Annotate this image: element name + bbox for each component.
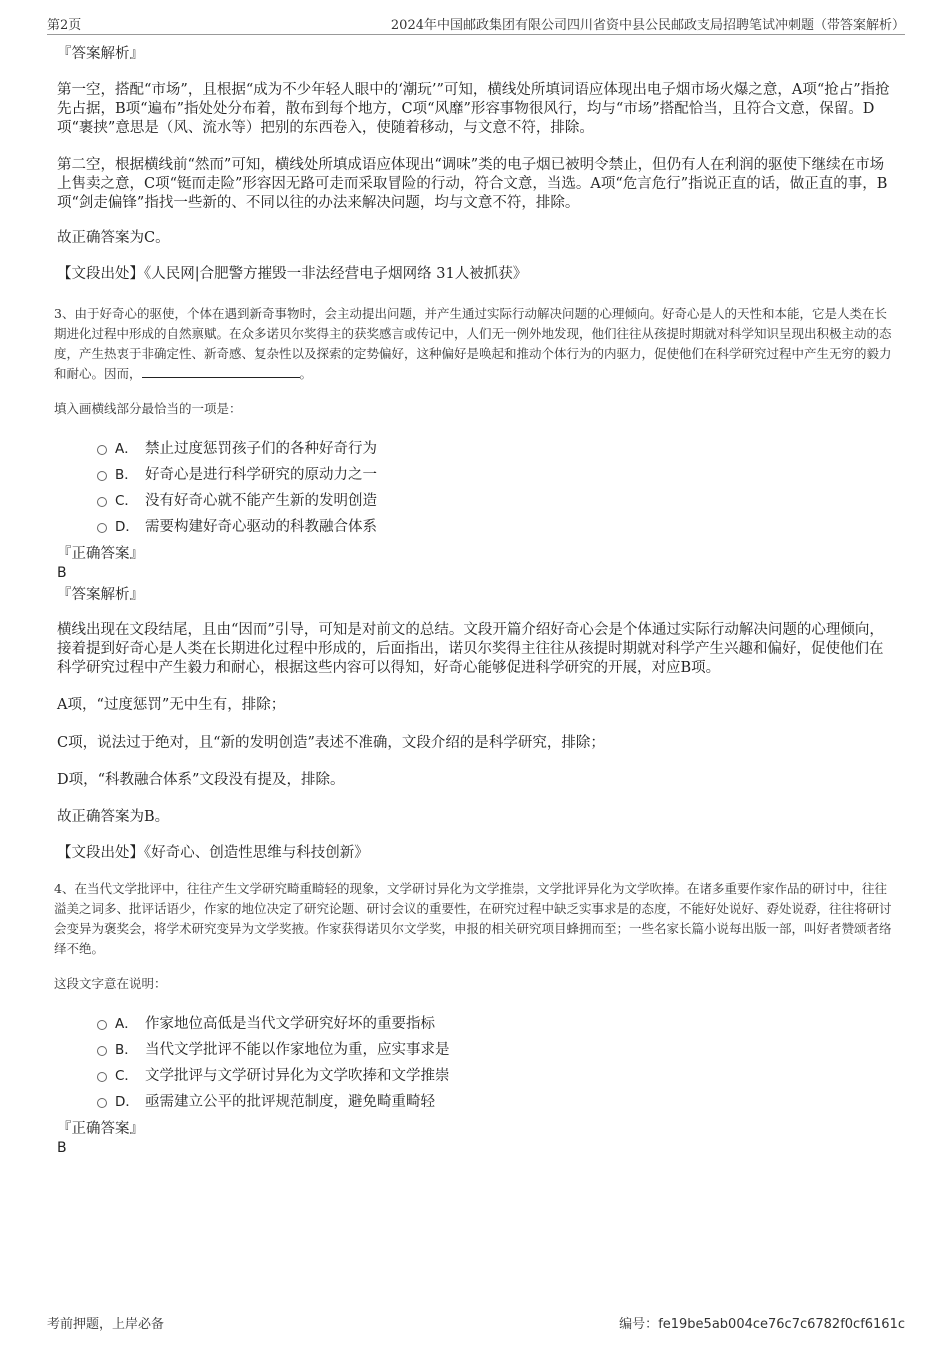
q3-stem-text: 3、由于好奇心的驱使，个体在遇到新奇事物时，会主动提出问题，并产生通过实际行动解决问题的心理倾向。好奇心是人的天性和本能，它是人类在长期进化过程中形成的自然禀赋。在众多诺贝尔奖得主的获奖感言或传记中，人们无一例外地发现，他们往往从孩提时期就对科学知识呈现出积极主动的态度，产生热衷于非确定性、新奇感、复杂性以及探索的定势偏好，这种偏好是唤起和推动个体行为的内驱力，促使他们在科学研究过程中产生无穷的毅力和耐心。因而， [54,306,892,381]
radio-button[interactable] [97,471,107,481]
radio-button[interactable] [97,523,107,533]
q3-analysis-label: 『答案解析』 [57,587,144,603]
q2-analysis-para-2: 第二空，根据横线前“然而”可知，横线处所填成语应体现出“调味”类的电子烟已被明令禁止，但仍有人在利润的驱使下继续在市场上售卖之意，C项“铤而走险”形容因无路可走而采取冒险的行动，符合文意，当选。A项“危言危行”指说正直的话，做正直的事，B项“剑走偏锋”指找一些新的、不同以往的办法来解决问题，均与文意不符，排除。 [57,157,888,211]
page-content [54,44,895,1160]
q3-source: 【文段出处】《好奇心、创造性思维与科技创新》 [57,845,369,861]
q3-option-a[interactable] [57,436,895,462]
option-letter: D． [115,1094,139,1110]
option-text: 作家地位高低是当代文学研究好坏的重要指标 [145,1016,435,1032]
q3-options [57,436,895,540]
q3-analysis-para-1: 横线出现在文段结尾，且由“因而”引导，可知是对前文的总结。文段开篇介绍好奇心会是个体通过实际行动解决问题的心理倾向，接着提到好奇心是人类在长期进化过程中形成的，后面指出，诺贝尔奖得主往往从孩提时期就对科学产生兴趣和偏好，促使他们在科学研究过程中产生毅力和耐心，根据这些内容可以得知，好奇心能够促进科学研究的开展，对应B项。 [57,622,884,676]
radio-button[interactable] [97,1020,107,1030]
option-text: 没有好奇心就不能产生新的发明创造 [145,493,377,509]
page-header [47,14,905,35]
footer-slogan: 考前押题，上岸必备 [47,1317,165,1332]
q4-stem: 4、在当代文学批评中，往往产生文学研究畸重畸轻的现象，文学研讨异化为文学推崇，文学批评异化为文学吹捧。在诸多重要作家作品的研讨中，往往溢美之词多、批评话语少，作家的地位决定了研究论题、研讨会议的重要性，在研究过程中缺乏实事求是的态度，不能好处说好、孬处说孬，往往将研讨会变异为褒奖会，将学术研究变异为文学奖掖。作家获得诺贝尔文学奖，申报的相关研究项目蜂拥而至；一些名家长篇小说每出版一部，叫好者赞颂者络绎不绝。 [54,881,892,956]
option-letter: B． [115,1042,138,1058]
radio-button[interactable] [97,1072,107,1082]
radio-button[interactable] [97,1046,107,1056]
q2-conclusion: 故正确答案为C。 [57,230,170,246]
q3-correct-label: 『正确答案』 [57,546,144,562]
page-number: 第2页 [47,18,82,33]
option-text: 亟需建立公平的批评规范制度，避免畸重畸轻 [145,1094,435,1110]
q3-answer-blank [142,364,300,378]
q4-options [57,1011,895,1115]
option-text: 文学批评与文学研讨异化为文学吹捧和文学推崇 [145,1068,450,1084]
q3-option-d[interactable] [57,514,895,540]
page-footer [47,1313,905,1331]
option-text: 当代文学批评不能以作家地位为重，应实事求是 [145,1042,450,1058]
q3-option-c[interactable] [57,488,895,514]
q3-option-b[interactable] [57,462,895,488]
radio-button[interactable] [97,1098,107,1108]
q4-option-a[interactable] [57,1011,895,1037]
q4-prompt: 这段文字意在说明： [54,976,167,991]
option-letter: A． [115,441,138,457]
option-text: 需要构建好奇心驱动的科教融合体系 [145,519,377,535]
option-letter: B． [115,467,138,483]
q4-option-b[interactable] [57,1037,895,1063]
q3-analysis-d: D项，“科教融合体系”文段没有提及，排除。 [57,772,345,788]
q3-correct-answer: B [57,565,67,581]
footer-code [619,1313,905,1332]
document-title: 2024年中国邮政集团有限公司四川省资中县公民邮政支局招聘笔试冲刺题（带答案解析） [390,18,905,33]
q4-option-c[interactable] [57,1063,895,1089]
q2-analysis-para-1: 第一空，搭配“市场”，且根据“成为不少年轻人眼中的‘潮玩’”可知，横线处所填词语应体现出电子烟市场火爆之意，A项“抢占”指抢先占据，B项“遍布”指处处分布着，散布到每个地方，C项“风靡”形容事物很风行，均与“市场”搭配恰当，且符合文意，保留。D项“裹挟”意思是（风、流水等）把别的东西卷入，使随着移动，与文意不符，排除。 [57,82,890,136]
q3-stem-end: 。 [299,366,313,381]
footer-code-value: fe19be5ab004ce76c7c6782f0cf6161c [658,1317,905,1332]
q4-option-d[interactable] [57,1089,895,1115]
option-letter: D． [115,519,139,535]
q3-conclusion: 故正确答案为B。 [57,809,170,825]
radio-button[interactable] [97,445,107,455]
q2-source: 【文段出处】《人民网|合肥警方摧毁一非法经营电子烟网络 31人被抓获》 [57,266,528,282]
option-letter: C． [115,1068,138,1084]
q4-correct-answer: B [57,1140,67,1156]
q4-correct-label: 『正确答案』 [57,1121,144,1137]
q3-stem [54,304,895,384]
q2-analysis-label: 『答案解析』 [57,46,144,62]
q3-analysis-a: A项，“过度惩罚”无中生有，排除； [57,697,286,713]
radio-button[interactable] [97,497,107,507]
option-letter: C． [115,493,138,509]
q3-analysis-c: C项，说法过于绝对，且“新的发明创造”表述不准确，文段介绍的是科学研究，排除； [57,735,605,751]
option-letter: A． [115,1016,138,1032]
q3-prompt: 填入画横线部分最恰当的一项是： [54,401,242,416]
option-text: 好奇心是进行科学研究的原动力之一 [145,467,377,483]
footer-code-label: 编号： [619,1317,659,1332]
option-text: 禁止过度惩罚孩子们的各种好奇行为 [145,441,377,457]
